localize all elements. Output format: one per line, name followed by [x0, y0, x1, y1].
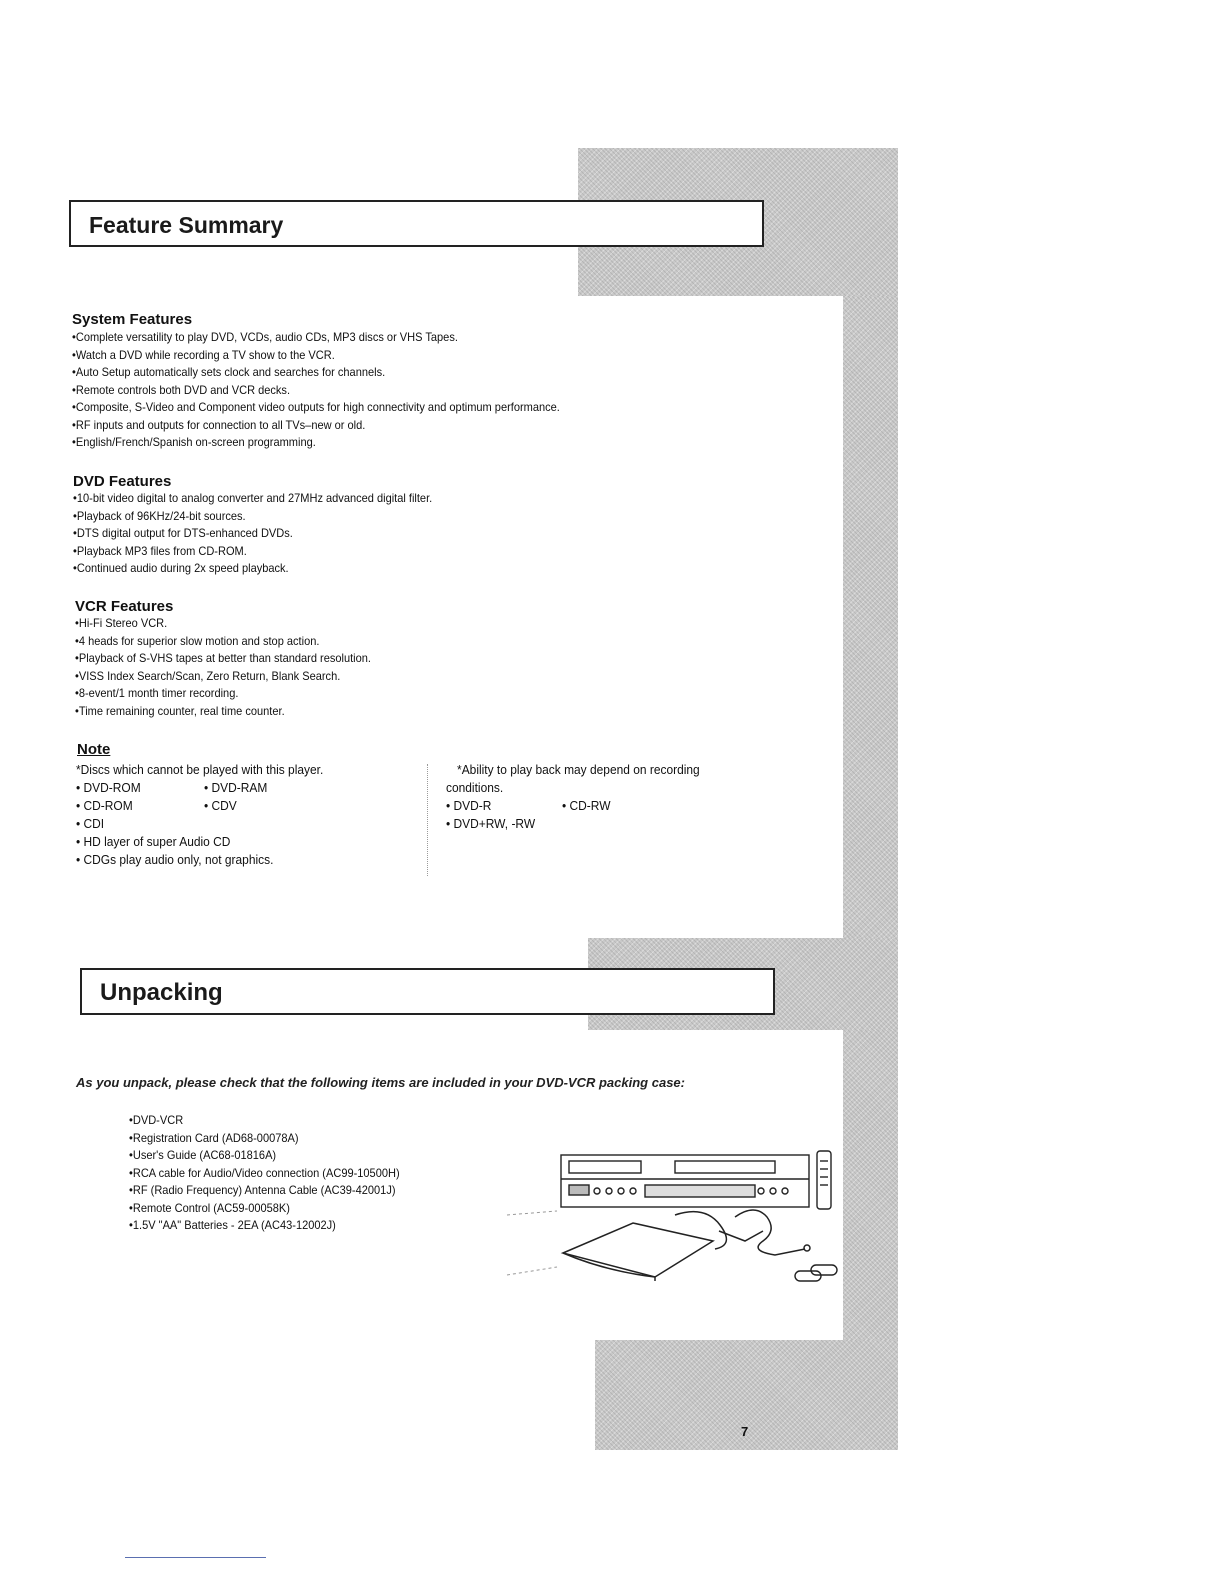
- list-item: • RF (Radio Frequency) Antenna Cable (AC39-42001J): [129, 1182, 400, 1200]
- system-features-heading: System Features: [72, 311, 193, 328]
- list-item: • English/French/Spanish on-screen programming.: [72, 434, 560, 452]
- list-item: • DTS digital output for DTS-enhanced DVDs.: [73, 525, 432, 543]
- list-item: • RCA cable for Audio/Video connection (AC99-10500H): [129, 1165, 400, 1183]
- feature-summary-header: [69, 200, 764, 247]
- note-left-intro: *Discs which cannot be played with this player.: [76, 762, 324, 777]
- system-features-list: [72, 329, 602, 452]
- unpacking-title: Unpacking: [100, 979, 223, 1006]
- list-item: • Playback of S-VHS tapes at better than standard resolution.: [75, 650, 371, 668]
- cables-image: [675, 1210, 810, 1255]
- note-right-intro-cont: conditions.: [446, 780, 504, 795]
- packing-list: [129, 1112, 423, 1235]
- list-item: • 4 heads for superior slow motion and stop action.: [75, 633, 371, 651]
- list-item: • Playback MP3 files from CD-ROM.: [73, 543, 432, 561]
- shaded-margin-strip: [843, 148, 898, 1450]
- list-item: • Complete versatility to play DVD, VCDs, audio CDs, MP3 discs or VHS Tapes.: [72, 329, 560, 347]
- list-item: • Playback of 96KHz/24-bit sources.: [73, 508, 432, 526]
- note-right-column: [446, 761, 722, 833]
- note-divider: [427, 764, 428, 876]
- list-item: • Remote controls both DVD and VCR decks.: [72, 382, 560, 400]
- list-item: • 10-bit video digital to analog converter and 27MHz advanced digital filter.: [73, 490, 432, 508]
- list-item: • User's Guide (AC68-01816A): [129, 1147, 400, 1165]
- packing-contents-illustration: [505, 1145, 845, 1305]
- note-heading: Note: [77, 741, 111, 758]
- note-disc-item: • CD-ROM: [76, 798, 133, 813]
- list-item: • Time remaining counter, real time counter.: [75, 703, 371, 721]
- note-left-column: [76, 761, 345, 869]
- list-item: • Registration Card (AD68-00078A): [129, 1130, 400, 1148]
- note-disc-item: • CDGs play audio only, not graphics.: [76, 852, 274, 867]
- feature-summary-title: Feature Summary: [89, 212, 284, 238]
- list-item: • VISS Index Search/Scan, Zero Return, Blank Search.: [75, 668, 371, 686]
- list-item: • Hi-Fi Stereo VCR.: [75, 615, 371, 633]
- list-item: • Continued audio during 2x speed playback.: [73, 560, 432, 578]
- list-item: • 8-event/1 month timer recording.: [75, 685, 371, 703]
- note-disc-item: • DVD-RAM: [204, 780, 268, 795]
- note-disc-item: • CD-RW: [562, 798, 611, 813]
- guide-and-card-image: [563, 1223, 713, 1281]
- note-disc-item: • CDI: [76, 816, 105, 831]
- note-disc-item: • HD layer of super Audio CD: [76, 834, 231, 849]
- unpacking-intro: As you unpack, please check that the following items are included in your DVD-VCR packing case:: [76, 1075, 685, 1090]
- remote-control-image: [817, 1151, 831, 1209]
- list-item: • Remote Control (AC59-00058K): [129, 1200, 400, 1218]
- note-disc-item: • CDV: [204, 798, 237, 813]
- note-disc-item: • DVD-ROM: [76, 780, 141, 795]
- dvd-features-heading: DVD Features: [73, 473, 172, 490]
- vcr-features-list: [75, 615, 397, 720]
- note-right-intro: *Ability to play back may depend on recording: [457, 762, 700, 777]
- dvd-vcr-unit-image: [561, 1155, 809, 1207]
- list-item: • DVD-VCR: [129, 1112, 400, 1130]
- note-disc-item: • DVD-R: [446, 798, 492, 813]
- page-number: 7: [741, 1424, 749, 1439]
- list-item: • 1.5V "AA" Batteries - 2EA (AC43-12002J): [129, 1217, 400, 1235]
- dvd-features-list: [73, 490, 463, 578]
- footer-rule: [125, 1557, 266, 1558]
- list-item: • Watch a DVD while recording a TV show to the VCR.: [72, 347, 560, 365]
- note-disc-item: • DVD+RW, -RW: [446, 816, 536, 831]
- vcr-features-heading: VCR Features: [75, 598, 174, 615]
- list-item: • Composite, S-Video and Component video outputs for high connectivity and optimum performance.: [72, 399, 560, 417]
- list-item: • Auto Setup automatically sets clock and searches for channels.: [72, 364, 560, 382]
- list-item: • RF inputs and outputs for connection to all TVs–new or old.: [72, 417, 560, 435]
- unpacking-header: [80, 968, 775, 1015]
- batteries-image: [795, 1265, 837, 1281]
